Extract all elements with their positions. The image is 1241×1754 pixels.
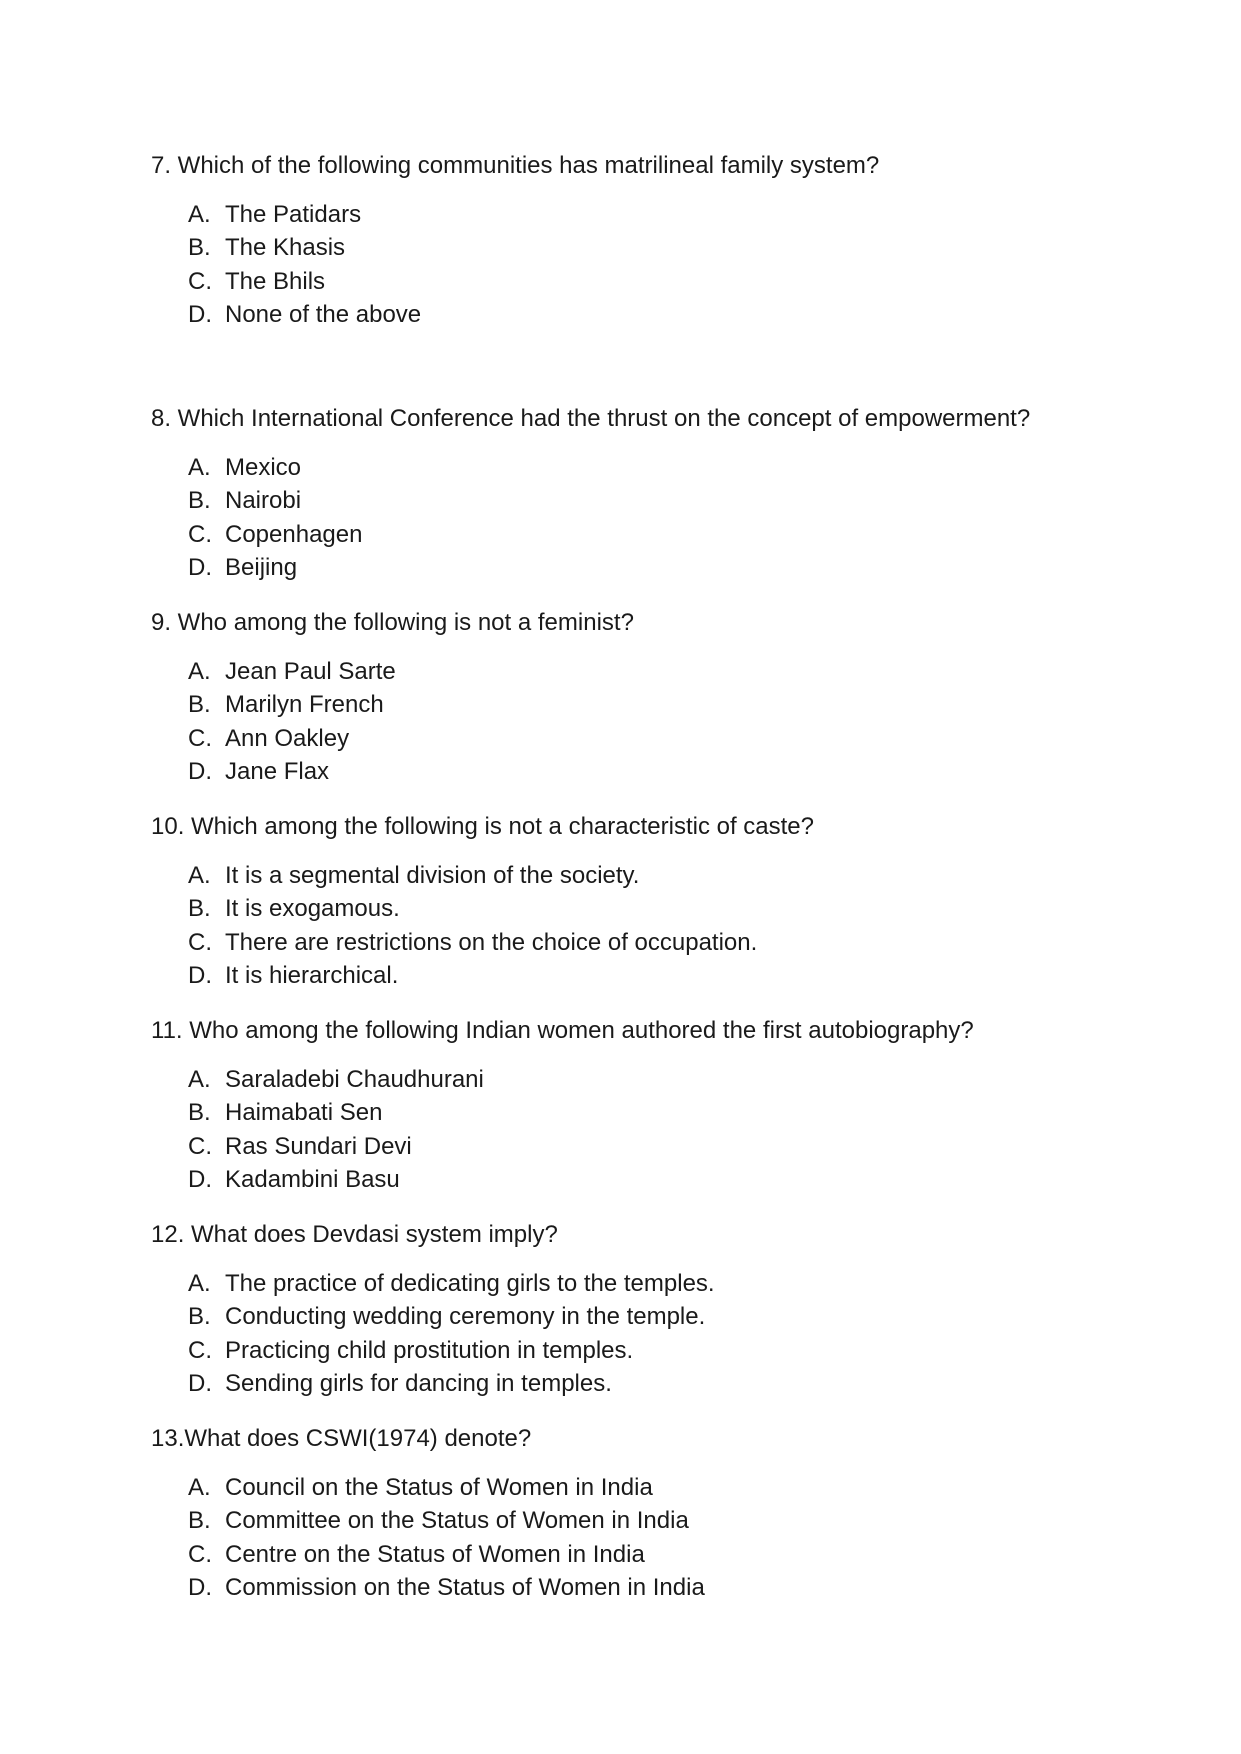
option-item — [151, 265, 1151, 298]
option-text: Marilyn French — [225, 691, 384, 719]
question-13 — [151, 1425, 1151, 1604]
option-item — [151, 1130, 1151, 1163]
option-letter: A. — [188, 1066, 211, 1093]
question-7 — [151, 152, 1151, 331]
option-letter: A. — [188, 201, 211, 228]
option-item — [151, 298, 1151, 331]
option-letter: C. — [188, 1540, 212, 1568]
option-text: Centre on the Status of Women in India — [225, 1540, 645, 1568]
option-letter: B. — [188, 895, 211, 923]
option-item — [151, 231, 1151, 264]
question-text: 7. Which of the following communities has matrilineal family system? — [151, 152, 880, 179]
option-letter: D. — [188, 300, 212, 328]
option-letter: D. — [188, 1369, 212, 1397]
option-text: Saraladebi Chaudhurani — [225, 1066, 484, 1093]
option-text: The Khasis — [225, 234, 346, 262]
question-text: 10. Which among the following is not a characteristic of caste? — [151, 813, 814, 840]
option-item — [151, 1334, 1151, 1367]
option-letter: D. — [188, 1573, 212, 1601]
question-text: 11. Who among the following Indian women authored the first autobiography? — [151, 1017, 974, 1044]
option-text: Sending girls for dancing in temples. — [225, 1369, 612, 1397]
option-text: Nairobi — [225, 487, 302, 515]
option-item — [151, 755, 1151, 788]
option-letter: D. — [188, 961, 212, 989]
option-list — [151, 859, 1151, 992]
option-item — [151, 1096, 1151, 1129]
option-text: Commission on the Status of Women in India — [225, 1573, 705, 1601]
option-text: Council on the Status of Women in India — [225, 1474, 653, 1501]
option-text: None of the above — [225, 300, 422, 328]
option-item — [151, 1504, 1151, 1537]
option-item — [151, 926, 1151, 959]
option-letter: A. — [188, 862, 211, 889]
option-item — [151, 198, 1151, 231]
question-9 — [151, 609, 1151, 788]
option-item — [151, 451, 1151, 484]
option-item — [151, 1063, 1151, 1096]
option-item — [151, 1163, 1151, 1196]
question-8 — [151, 405, 1151, 584]
option-list — [151, 451, 1151, 584]
option-text: Practicing child prostitution in temples. — [225, 1336, 634, 1364]
option-letter: C. — [188, 520, 212, 548]
option-letter: A. — [188, 658, 211, 685]
option-text: Haimabati Sen — [225, 1099, 383, 1127]
option-item — [151, 518, 1151, 551]
option-text: Committee on the Status of Women in India — [225, 1507, 689, 1535]
option-letter: C. — [188, 1132, 212, 1160]
option-letter: D. — [188, 1165, 212, 1193]
option-text: The Bhils — [225, 267, 326, 295]
option-letter: C. — [188, 267, 212, 295]
option-item — [151, 1471, 1151, 1504]
option-letter: B. — [188, 487, 211, 515]
option-letter: B. — [188, 1099, 211, 1127]
option-text: The practice of dedicating girls to the temples. — [225, 1270, 715, 1297]
option-letter: A. — [188, 1270, 211, 1297]
option-letter: B. — [188, 1507, 211, 1535]
option-text: The Patidars — [225, 201, 362, 228]
option-item — [151, 484, 1151, 517]
option-text: There are restrictions on the choice of occupation. — [225, 928, 758, 956]
option-letter: D. — [188, 757, 212, 785]
option-list — [151, 1063, 1151, 1196]
option-letter: A. — [188, 454, 211, 481]
option-text: Conducting wedding ceremony in the temple. — [225, 1303, 706, 1331]
question-12 — [151, 1221, 1151, 1400]
question-text: 8. Which International Conference had the thrust on the concept of empowerment? — [151, 405, 1031, 432]
option-item — [151, 1267, 1151, 1300]
option-item — [151, 551, 1151, 584]
option-item — [151, 859, 1151, 892]
option-item — [151, 688, 1151, 721]
option-item — [151, 1367, 1151, 1400]
option-letter: C. — [188, 1336, 212, 1364]
option-item — [151, 655, 1151, 688]
option-item — [151, 722, 1151, 755]
option-text: Mexico — [225, 454, 302, 481]
option-text: It is hierarchical. — [225, 961, 399, 989]
option-letter: D. — [188, 553, 212, 581]
option-list — [151, 655, 1151, 788]
option-letter: A. — [188, 1474, 211, 1501]
option-text: Jean Paul Sarte — [225, 658, 396, 685]
option-list — [151, 1471, 1151, 1604]
question-text: 13.What does CSWI(1974) denote? — [151, 1425, 532, 1452]
option-item — [151, 1538, 1151, 1571]
option-text: Kadambini Basu — [225, 1165, 400, 1193]
option-letter: C. — [188, 724, 212, 752]
option-item — [151, 959, 1151, 992]
question-text: 9. Who among the following is not a feminist? — [151, 609, 634, 636]
option-letter: B. — [188, 691, 211, 719]
option-list — [151, 1267, 1151, 1400]
option-item — [151, 1300, 1151, 1333]
question-text: 12. What does Devdasi system imply? — [151, 1221, 558, 1248]
option-letter: B. — [188, 234, 211, 262]
option-text: Jane Flax — [225, 757, 330, 785]
option-letter: C. — [188, 928, 212, 956]
question-10 — [151, 813, 1151, 992]
option-text: Copenhagen — [225, 520, 363, 548]
option-text: It is exogamous. — [225, 895, 400, 923]
option-text: Ann Oakley — [225, 724, 350, 752]
option-item — [151, 892, 1151, 925]
option-text: It is a segmental division of the society. — [225, 862, 640, 889]
option-list — [151, 198, 1151, 331]
question-11 — [151, 1017, 1151, 1196]
option-letter: B. — [188, 1303, 211, 1331]
option-text: Beijing — [225, 553, 298, 581]
option-text: Ras Sundari Devi — [225, 1132, 412, 1160]
option-item — [151, 1571, 1151, 1604]
